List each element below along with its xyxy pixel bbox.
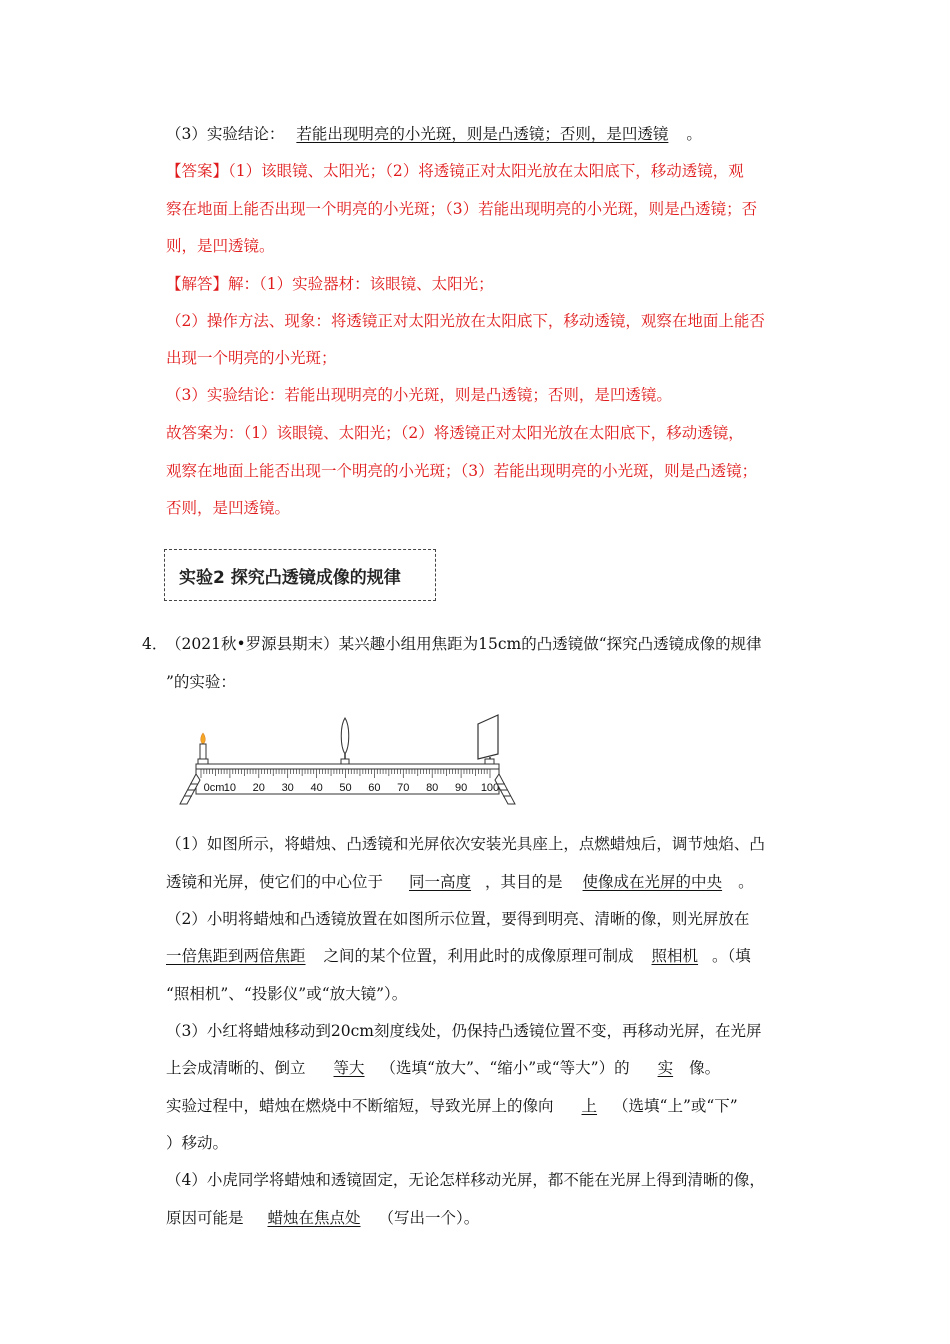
part1-line-1: （1）如图所示，将蜡烛、凸透镜和光屏依次安装光具座上，点燃蜡烛后，调节烛焰、凸 [166, 835, 765, 853]
ruler-label: 60 [368, 782, 381, 794]
part3-answer-3: 上 [581, 1097, 598, 1115]
ruler-label: 20 [252, 782, 265, 794]
optical-bench-diagram [172, 712, 522, 812]
section-heading-box [164, 549, 436, 601]
ruler-label: 30 [281, 782, 294, 794]
part2-line-3: “照相机”、“投影仪”或“放大镜”）。 [166, 985, 408, 1003]
answer-line-2: 察在地面上能否出现一个明亮的小光斑；（3）若能出现明亮的小光斑，则是凸透镜；否 [166, 200, 758, 218]
ruler-label: 80 [426, 782, 439, 794]
ruler-label: 50 [339, 782, 352, 794]
part3-line-4: ）移动。 [166, 1134, 229, 1152]
candle-icon [198, 733, 208, 764]
convex-lens-icon [341, 718, 349, 764]
part3-answer-2: 实 [657, 1059, 674, 1077]
answer-line-1: 【答案】（1）该眼镜、太阳光；（2）将透镜正对太阳光放在太阳底下，移动透镜，观 [166, 162, 744, 180]
part2-answer-2: 照相机 [651, 947, 699, 965]
part2-line-1: （2）小明将蜡烛和凸透镜放置在如图所示位置，要得到明亮、清晰的像，则光屏放在 [166, 910, 750, 928]
part4-answer-1: 蜡烛在焦点处 [267, 1209, 361, 1227]
ruler-label: 70 [397, 782, 410, 794]
conclusion-answer: 若能出现明亮的小光斑，则是凸透镜；否则，是凹透镜 [296, 125, 669, 143]
final-answer-line-2: 观察在地面上能否出现一个明亮的小光斑；（3）若能出现明亮的小光斑，则是凸透镜； [166, 462, 758, 480]
part4-line-1: （4）小虎同学将蜡烛和透镜固定，无论怎样移动光屏，都不能在光屏上得到清晰的像， [166, 1171, 765, 1189]
light-screen-icon [478, 715, 498, 764]
answer-line-3: 则，是凹透镜。 [166, 237, 275, 255]
part2-answer-1: 一倍焦距到两倍焦距 [166, 947, 306, 965]
solution-line-2: （2）操作方法、现象：将透镜正对太阳光放在太阳底下，移动透镜，观察在地面上能否 [166, 312, 765, 330]
part1-answer-1: 同一高度 [409, 873, 472, 891]
solution-line-3: 出现一个明亮的小光斑； [166, 349, 337, 367]
part1-line-2: 透镜和光屏，使它们的中心位于 同一高度 ，其目的是 使像成在光屏的中央 。 [166, 873, 754, 891]
final-answer-line-3: 否则，是凹透镜。 [166, 499, 291, 517]
final-answer-line-1: 故答案为：（1）该眼镜、太阳光；（2）将透镜正对太阳光放在太阳底下，移动透镜， [166, 424, 744, 442]
question-stem-line-2: ”的实验： [166, 673, 236, 691]
part3-answer-1: 等大 [333, 1059, 365, 1077]
part4-line-2: 原因可能是 蜡烛在焦点处 （写出一个）。 [166, 1209, 480, 1227]
ruler-label: 0cm [203, 782, 225, 794]
ruler-label: 10 [223, 782, 237, 794]
part3-line-2: 上会成清晰的、倒立 等大 （选填“放大”、“缩小”或“等大”）的 实 像。 [166, 1059, 721, 1077]
ruler-label: 100 [480, 782, 500, 794]
ruler-label: 90 [454, 782, 468, 794]
question-stem-line-1: （2021秋•罗源县期末）某兴趣小组用焦距为15cm的凸透镜做“探究凸透镜成像的规律 [166, 635, 762, 653]
part2-line-2: 一倍焦距到两倍焦距 之间的某个位置，利用此时的成像原理可制成 照相机 。（填 [166, 947, 751, 965]
ruler-label: 40 [310, 782, 323, 794]
conclusion-line: （3）实验结论： 若能出现明亮的小光斑，则是凸透镜；否则，是凹透镜 。 [166, 125, 702, 143]
section-title: 实验2 探究凸透镜成像的规律 [179, 568, 401, 588]
solution-line-4: （3）实验结论：若能出现明亮的小光斑，则是凸透镜；否则，是凹透镜。 [166, 386, 672, 404]
part3-line-3: 实验过程中，蜡烛在燃烧中不断缩短，导致光屏上的像向 上 （选填“上”或“下” [166, 1097, 738, 1115]
part1-answer-2: 使像成在光屏的中央 [582, 873, 723, 891]
part3-line-1: （3）小红将蜡烛移动到20cm刻度线处，仍保持凸透镜位置不变，再移动光屏，在光屏 [166, 1022, 762, 1040]
question-number: 4． [142, 635, 168, 653]
solution-line-1: 【解答】解：（1）实验器材：该眼镜、太阳光； [166, 275, 494, 293]
optical-bench-ruler [196, 764, 499, 794]
